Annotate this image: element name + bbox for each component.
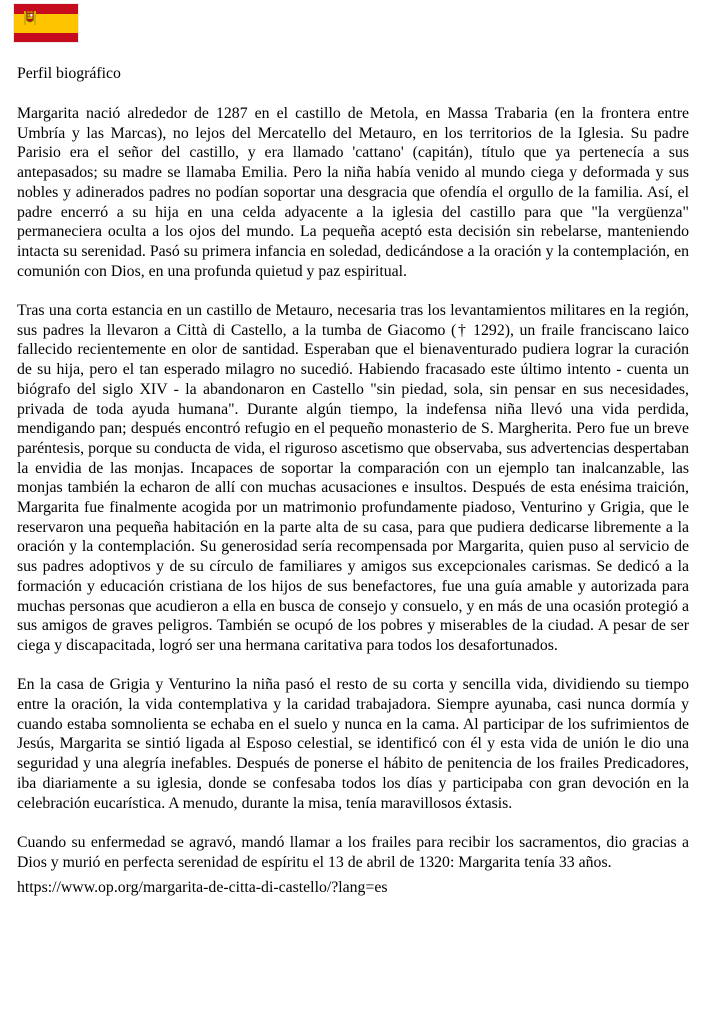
document-body	[17, 64, 689, 898]
paragraph: Margarita nació alrededor de 1287 en el castillo de Metola, en Massa Trabaria (en la frontera entre Umbría y las Marcas), no lejos del Mercatello del Metauro, en los territorios de la Iglesia. Su padre Parisio era el señor del castillo, y era llamado 'cattano' (capitán), título que ya pertenecía a sus antepasados; su madre se llamaba Emilia. Pero la niña había venido al mundo ciega y deformada y sus nobles y adinerados padres no podían soportar una desgracia que ofendía el orgullo de la familia. Así, el padre encerró a su hija en una celda adyacente a la iglesia del castillo para que "la vergüenza" permaneciera oculta a los ojos del mundo. La pequeña aceptó esta decisión sin rebelarse, manteniendo intacta su serenidad. Pasó su primera infancia en soledad, dedicándose a la oración y la contemplación, en comunión con Dios, en una profunda quietud y paz espiritual.	[17, 105, 689, 280]
paragraph: Tras una corta estancia en un castillo de Metauro, necesaria tras los levantamientos militares en la región, sus padres la llevaron a Città di Castello, a la tumba de Giacomo († 1292), un fraile franciscano laico fallecido recientemente en olor de santidad. Esperaban que el bienaventurado pudiera lograr la curación de su hija, pero el tan esperado milagro no sucedió. Habiendo fracasado este último intento - cuenta un biógrafo del siglo XIV - la abandonaron en Castello "sin piedad, sola, sin pensar en sus necesidades, privada de toda ayuda humana". Durante algún tiempo, la indefensa niña llevó una vida perdida, mendigando pan; después encontró refugio en el pequeño monasterio de S. Margherita. Pero fue un breve paréntesis, porque su conducta de vida, el riguroso ascetismo que observaba, sus advertencias despertaban la envidia de las monjas. Incapaces de soportar la comparación con un ejemplo tan inalcanzable, las monjas también la echaron de allí con muchas acusaciones e insultos. Después de esta enésima traición, Margarita fue finalmente acogida por un matrimonio profundamente piadoso, Venturino y Grigia, que le reservaron una pequeña habitación en la parte alta de su casa, para que pudiera dedicarse libremente a la oración y la contemplación. Su generosidad sería recompensada por Margarita, quien puso al servicio de sus padres adoptivos y de su círculo de familiares y amigos sus excepcionales carismas. Se dedicó a la formación y educación cristiana de los hijos de sus benefactores, fue una guía amable y autorizada para muchas personas que acudieron a ella en busca de consejo y consuelo, y en más de una ocasión protegió a sus amigos de graves peligros. También se ocupó de los pobres y miserables de la ciudad. A pesar de ser ciega y discapacitada, logró ser una hermana caritativa para todos los desafortunados.	[17, 302, 689, 654]
flag-red-band	[14, 33, 78, 43]
paragraph: Cuando su enfermedad se agravó, mandó llamar a los frailes para recibir los sacramentos, dio gracias a Dios y murió en perfecta serenidad de espíritu el 13 de abril de 1320: Margarita tenía 33 años.	[17, 833, 689, 871]
coat-of-arms-icon	[23, 11, 37, 27]
flag-yellow-band	[14, 14, 78, 33]
spain-flag-icon	[14, 4, 78, 42]
document-heading: Perfil biográfico	[17, 65, 121, 82]
paragraph: En la casa de Grigia y Venturino la niña pasó el resto de su corta y sencilla vida, dividiendo su tiempo entre la oración, la vida contemplativa y la caridad trabajadora. Siempre ayunaba, casi nunca dormía y cuando estaba somnolienta se echaba en el suelo y nunca en la cama. Al participar de los sufrimientos de Jesús, Margarita se sintió ligada al Esposo celestial, se identificó con él y esta vida de unión le dio una seguridad y una alegría inefables. Después de ponerse el hábito de penitencia de los frailes Predicadores, iba diariamente a su iglesia, donde se confesaba todos los días y participaba con gran devoción en la celebración eucarística. A menudo, durante la misa, tenía maravillosos éxtasis.	[17, 676, 689, 812]
source-url: https://www.op.org/margarita-de-citta-di-castello/?lang=es	[17, 879, 388, 897]
